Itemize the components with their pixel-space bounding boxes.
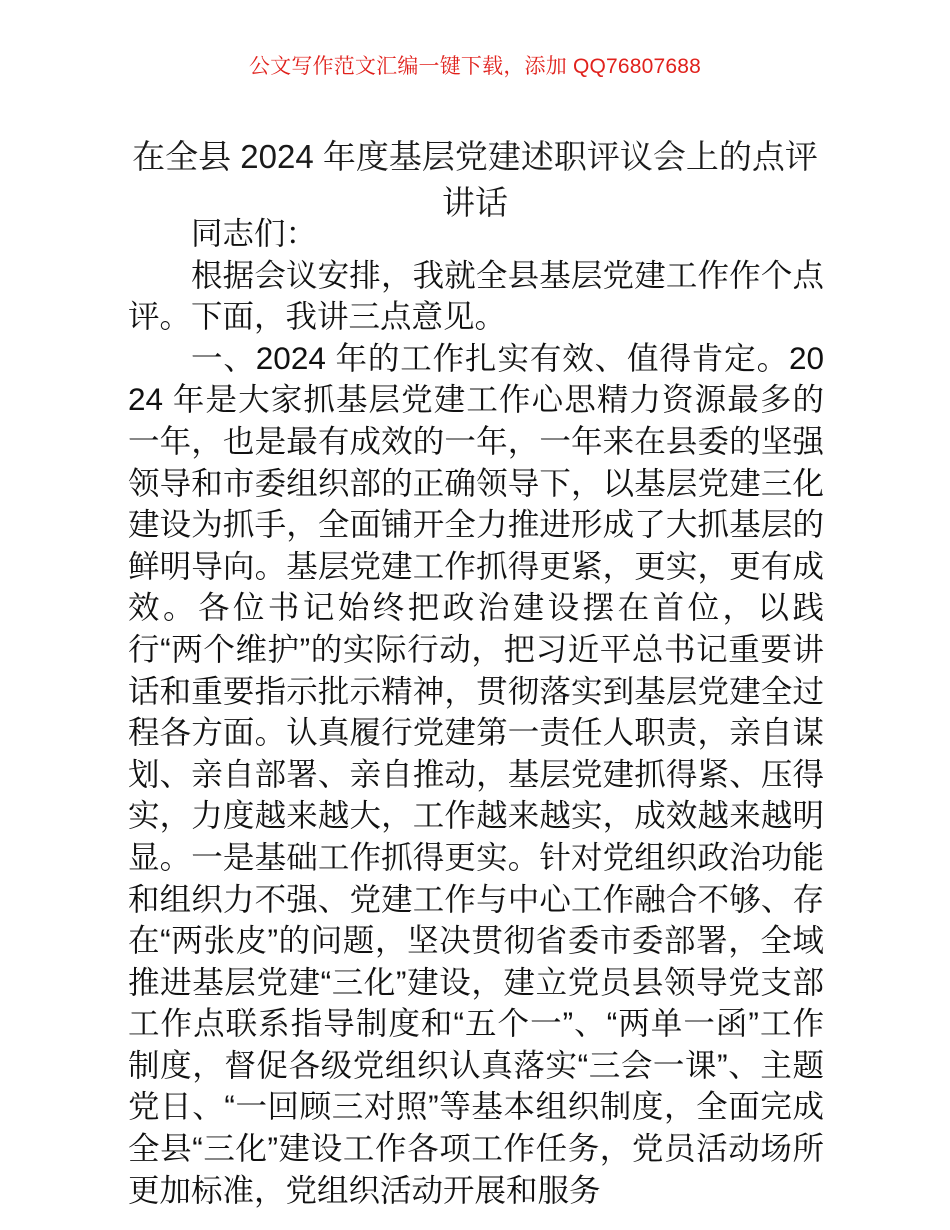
paragraph-intro: 根据会议安排，我就全县基层党建工作作个点评。下面，我讲三点意见。	[128, 256, 824, 335]
paragraph-section-one: 一、2024 年的工作扎实有效、值得肯定。2024 年是大家抓基层党建工作心思精力资源最多的一年，也是最有成效的一年，一年来在县委的坚强领导和市委组织部的正确领导下，以基层党建三化建设为抓手，全面铺开全力推进形成了大抓基层的鲜明导向。基层党建工作抓得更紧，更实，更有成效。各位书记始终把政治建设摆在首位，以践行“两个维护”的实际行动，把习近平总书记重要讲话和重要指示批示精神，贯彻落实到基层党建全过程各方面。认真履行党建第一责任人职责，亲自谋划、亲自部署、亲自推动，基层党建抓得紧、压得实，力度越来越大，工作越来越实，成效越来越明显。一是基础工作抓得更实。针对党组织政治功能和组织力不强、党建工作与中心工作融合不够、存在“两张皮”的问题，坚决贯彻省委市委部署，全域推进基层党建“三化”建设，建立党员县领导党支部工作点联系指导制度和“五个一”、“两单一函”工作制度，督促各级党组织认真落实“三会一课”、主题党日、“一回顾三对照”等基本组织制度，全面完成全县“三化”建设工作各项工作任务，党员活动场所更加标准，党组织活动开展和服务	[128, 339, 824, 1208]
promo-watermark-header: 公文写作范文汇编一键下载，添加 QQ76807688	[248, 55, 702, 78]
paragraph-salutation: 同志们：	[191, 215, 318, 251]
document-body	[128, 213, 824, 1211]
page-title: 在全县 2024 年度基层党建述职评议会上的点评讲话	[132, 138, 818, 222]
